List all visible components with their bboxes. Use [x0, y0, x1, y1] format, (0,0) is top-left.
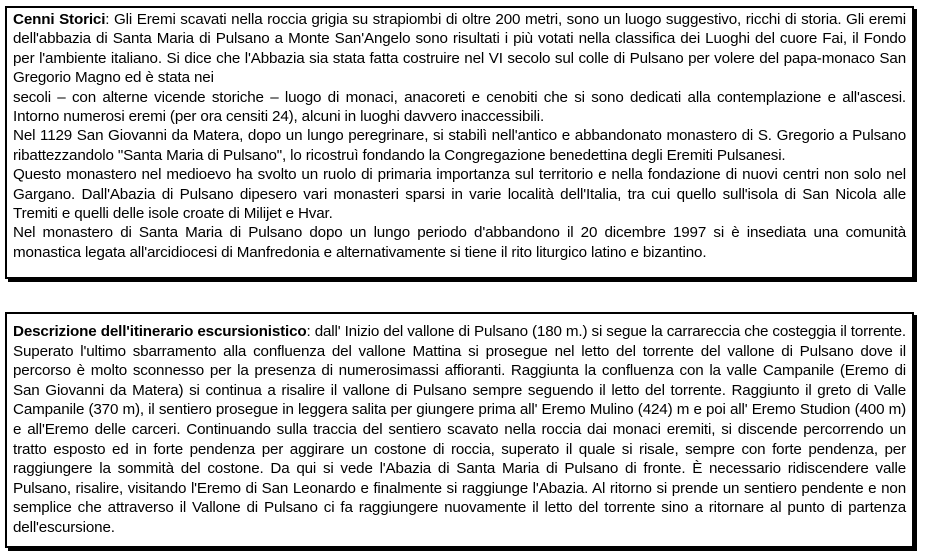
historical-notes-paragraph-4: Questo monastero nel medioevo ha svolto un ruolo di primaria importanza sul territorio e nella fondazione di nuovi centri non solo nel Gargano. Dall'Abazia di Pulsano dipesero vari monasteri sparsi in varie località dell'Italia, tra cui quello sull'isola di San Nicola alle Tremiti e quelli delle isole croate di Milijet e Hvar. — [13, 166, 906, 223]
historical-notes-paragraph-5: Nel monastero di Santa Maria di Pulsano dopo un lungo periodo d'abbandono il 20 dicembre 1997 si è insediata una comunità monastica legata all'arcidiocesi di Manfredonia e alternativamente si tiene il rito liturgico latino e bizantino. — [13, 224, 906, 261]
historical-notes-paragraph-3: Nel 1129 San Giovanni da Matera, dopo un lungo peregrinare, si stabilì nell'antico e abbandonato monastero di S. Gregorio a Pulsano ribattezzandolo "Santa Maria di Pulsano", lo ricostruì fondando la Congregazione benedettina degli Eremiti Pulsanesi. — [13, 127, 906, 164]
itinerary-description-text: : dall' Inizio del vallone di Pulsano (180 m.) si segue la carrareccia che costeggia il torrente. Superato l'ultimo sbarramento alla confluenza del vallone Mattina si prosegue nel letto del torrente del vallone di Pulsano dove il percorso è molto sconnesso per la presenza di numerosimassi affioranti. Raggiunta la confluenza con la valle Campanile (Eremo di San Giovanni da Matera) si continua a risalire il vallone di Pulsano sempre seguendo il letto del torrente. Raggiunto il greto di Valle Campanile (370 m), il sentiero prosegue in leggera salita per giungere prima all' Eremo Mulino (424) m e poi all' Eremo Studion (400 m) e all'Eremo delle carceri. Continuando sulla traccia del sentiero scavato nella roccia dai monaci eremiti, si discende percorrendo un tratto esposto ed in forte pendenza per aggirare un costone di roccia, superato il quale si risale, sempre con forte pendenza, per raggiungere la sommità del costone. Da qui si vede l'Abazia di Santa Maria di Pulsano di fronte. È necessario ridiscendere valle Pulsano, risalire, visitando l'Eremo di San Leonardo e finalmente si raggiunge l'Abazia. Al ritorno si prende un sentiero pendente e non semplice che attraverso il Vallone di Pulsano ci fa raggiungere nuovamente il letto del torrente sino a ritornare al punto di partenza dell'escursione. — [13, 323, 906, 536]
itinerary-description-paragraph — [13, 322, 906, 538]
historical-notes-paragraph-2: secoli – con alterne vicende storiche – luogo di monaci, anacoreti e cenobiti che si sono dedicati alla contemplazione e all'ascesi. Intorno numerosi eremi (per ora censiti 24), alcuni in luoghi davvero inaccessibili. — [13, 88, 906, 126]
historical-notes-intro-text: : Gli Eremi scavati nella roccia grigia su strapiombi di oltre 200 metri, sono un luogo suggestivo, ricchi di storia. Gli eremi dell'abbazia di Santa Maria di Pulsano a Monte San'Angelo sono risultati i più votati nella classifica dei Luoghi del cuore Fai, il Fondo per l'ambiente italiano. Si dice che l'Abbazia sia stata fatta costruire nel VI secolo sul colle di Pulsano per volere del papa-monaco San Gregorio Magno ed è stata nei — [13, 11, 907, 87]
historical-notes-intro-paragraph — [13, 10, 906, 88]
historical-notes-heading: Cenni Storici — [13, 11, 106, 28]
itinerary-description-box — [5, 312, 914, 548]
itinerary-description-heading: Descrizione dell'itinerario escursionistico — [13, 323, 307, 340]
historical-notes-box — [5, 6, 914, 279]
